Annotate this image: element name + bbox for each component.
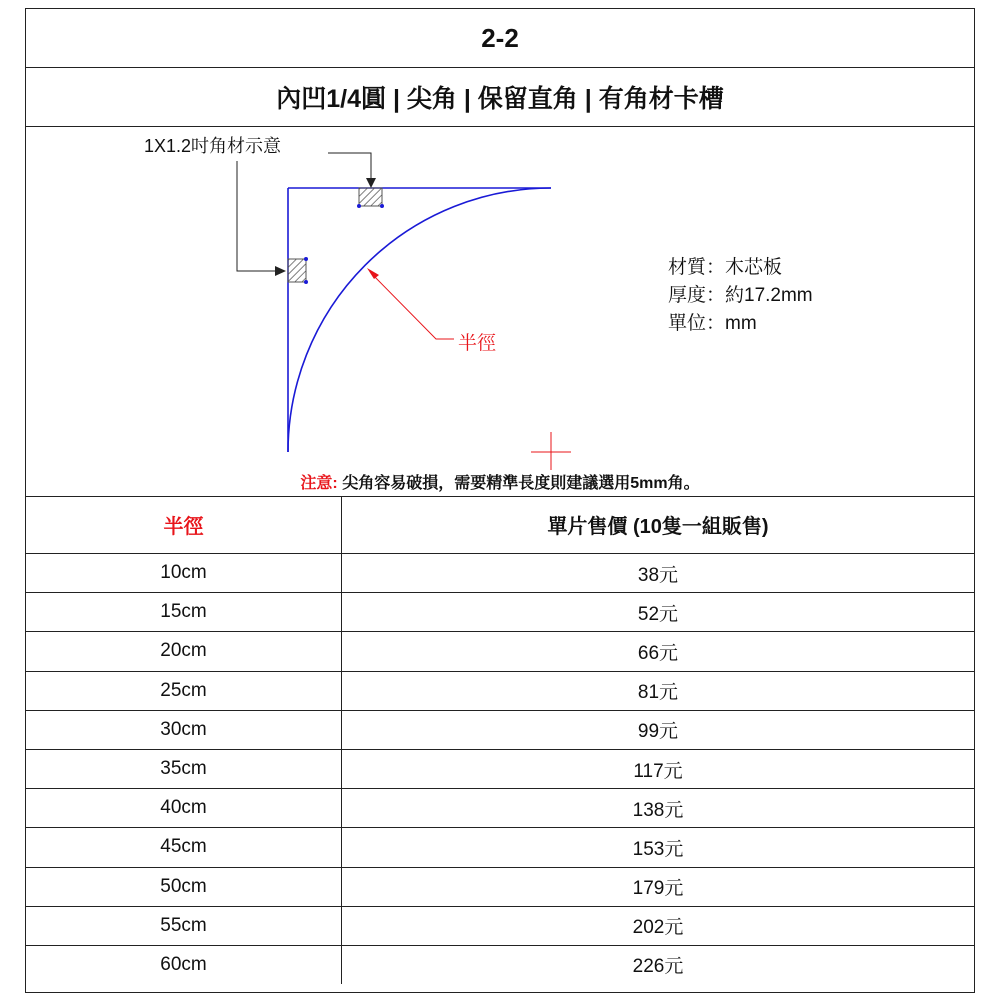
radius-cell: 10cm xyxy=(26,554,342,593)
table-row xyxy=(26,671,974,710)
table-row xyxy=(26,906,974,945)
price-cell: 38元 xyxy=(342,554,975,593)
table-row xyxy=(26,710,974,749)
radius-cell: 30cm xyxy=(26,710,342,749)
radius-cell: 15cm xyxy=(26,593,342,632)
price-cell: 202元 xyxy=(342,906,975,945)
material-text: 材質：木芯板 xyxy=(668,257,783,278)
radius-cell: 20cm xyxy=(26,632,342,671)
price-cell: 66元 xyxy=(342,632,975,671)
price-cell: 52元 xyxy=(342,593,975,632)
table-row xyxy=(26,554,974,593)
table-row xyxy=(26,632,974,671)
header-price: 單片售價 (10隻一組販售) xyxy=(342,496,975,554)
radius-cell: 40cm xyxy=(26,789,342,828)
price-cell: 99元 xyxy=(342,710,975,749)
radius-callout-label: 半徑 xyxy=(458,333,497,354)
radius-cell: 45cm xyxy=(26,828,342,867)
caution-note xyxy=(26,470,974,493)
lumber-block-left xyxy=(288,259,306,282)
table-row xyxy=(26,789,974,828)
product-sheet xyxy=(25,8,975,993)
radius-cell: 50cm xyxy=(26,867,342,906)
table-row xyxy=(26,828,974,867)
note-label: 注意: xyxy=(300,475,338,492)
price-table-header xyxy=(26,496,974,554)
lumber-callout-label: 1X1.2吋角材示意 xyxy=(144,136,282,156)
price-cell: 226元 xyxy=(342,945,975,984)
diagram-drawing xyxy=(26,126,973,496)
price-cell: 153元 xyxy=(342,828,975,867)
table-row xyxy=(26,867,974,906)
table-row xyxy=(26,593,974,632)
lumber-block-top xyxy=(359,188,382,206)
corner-diagram xyxy=(26,126,974,497)
header-radius: 半徑 xyxy=(26,496,342,554)
page-subtitle: 內凹1/4圓 | 尖角 | 保留直角 | 有角材卡槽 xyxy=(26,67,974,127)
radius-cell: 55cm xyxy=(26,906,342,945)
unit-text: 單位：mm xyxy=(668,313,757,334)
price-table xyxy=(26,496,974,984)
price-cell: 138元 xyxy=(342,789,975,828)
table-row xyxy=(26,749,974,788)
page-title: 2-2 xyxy=(26,9,974,68)
radius-cell: 35cm xyxy=(26,749,342,788)
thickness-text: 厚度：約17.2mm xyxy=(668,285,813,306)
price-cell: 81元 xyxy=(342,671,975,710)
price-cell: 179元 xyxy=(342,867,975,906)
radius-cell: 25cm xyxy=(26,671,342,710)
table-row xyxy=(26,945,974,984)
note-text: 尖角容易破損，需要精準長度則建議選用5mm角。 xyxy=(342,475,700,492)
radius-cell: 60cm xyxy=(26,945,342,984)
price-cell: 117元 xyxy=(342,749,975,788)
quarter-arc xyxy=(288,188,551,452)
material-info xyxy=(668,254,813,338)
